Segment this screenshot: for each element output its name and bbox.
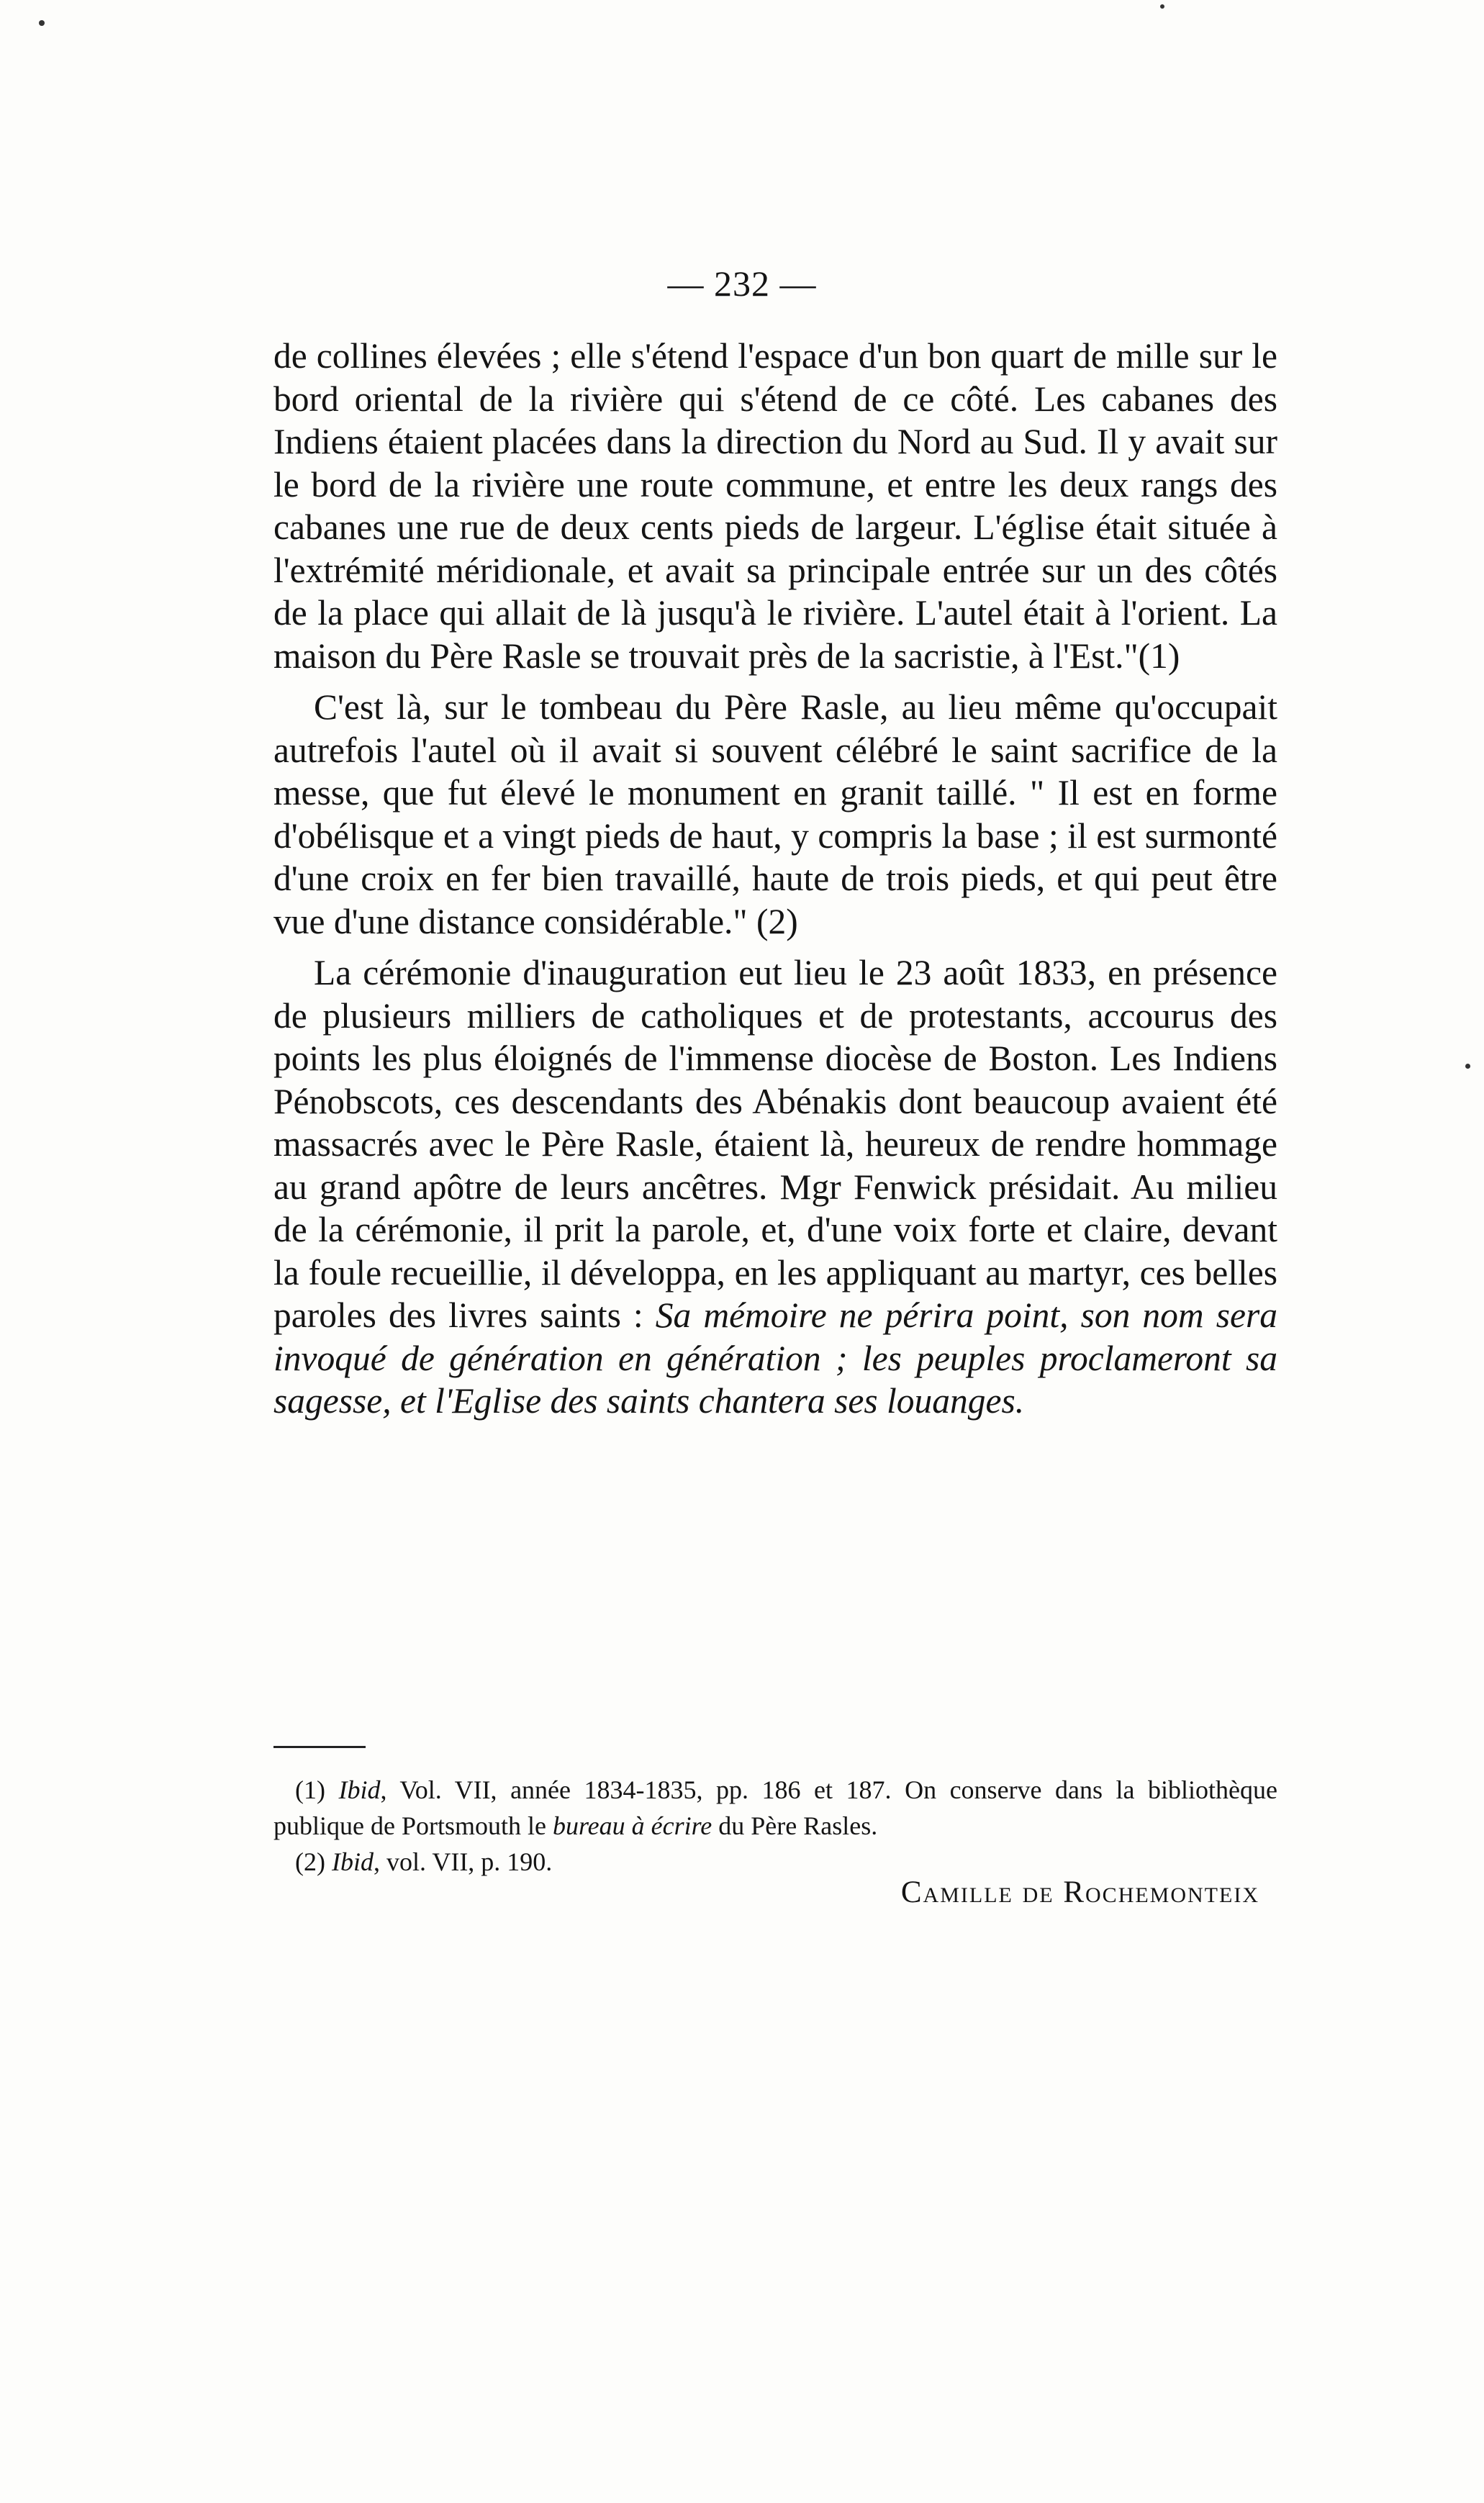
footnote-1-end: du Père Rasles. (712, 1811, 878, 1840)
footnote-1-marker: (1) (295, 1775, 339, 1804)
page-number: — 232 — (667, 263, 817, 304)
paragraph-3-text: La cérémonie d'inauguration eut lieu le 23 août 1833, en présence de plusieurs milliers de catholiques et de protestants, accourus des points les plus éloignés de l'immense diocèse de Boston. Les Indiens Pénobscots, ces descendants des Abénakis dont beaucoup avaient été massacrés avec le Père Rasle, étaient là, heureux de rendre hommage au grand apôtre de leurs ancêtres. Mgr Fenwick présidait. Au milieu de la cérémonie, il prit la parole, et, d'une voix forte et claire, devant la foule recueillie, il développa, en les appliquant au martyr, ces belles paroles des livres saints : (273, 953, 1277, 1335)
paragraph-3-quotation: Sa mémoire ne périra point, son nom sera invoqué de génération en génération ; les peuples proclameront sa sagesse, et l'Eglise des saints chantera ses louanges. (273, 1295, 1277, 1421)
footnote-1-object: bureau à écrire (552, 1811, 712, 1840)
body-text (273, 335, 1277, 1423)
footnote-1-text: , Vol. VII, année 1834-1835, pp. 186 et 187. On conserve dans la bibliothèque publique de Portsmouth le (273, 1775, 1277, 1840)
footnote-2-text: , vol. VII, p. 190. (373, 1847, 553, 1876)
scan-speck (1465, 1064, 1470, 1069)
paragraph-3 (273, 951, 1277, 1423)
scan-speck (1160, 4, 1164, 9)
footnote-1-ibid: Ibid (338, 1775, 381, 1804)
footnote-separator (273, 1746, 366, 1748)
footnote-1 (273, 1772, 1277, 1844)
footnote-2-marker: (2) (295, 1847, 332, 1876)
scan-speck (39, 20, 45, 26)
paragraph-2: C'est là, sur le tombeau du Père Rasle, au lieu même qu'occupait autrefois l'autel où il avait si souvent célébré le saint sacrifice de la messe, que fut élevé le monument en granit taillé. " Il est en forme d'obélisque et a vingt pieds de haut, y compris la base ; il est surmonté d'une croix en fer bien travaillé, haute de trois pieds, et qui peut être vue d'une distance considérable." (2) (273, 687, 1277, 941)
footnotes (273, 1772, 1277, 1880)
paragraph-1: de collines élevées ; elle s'étend l'espace d'un bon quart de mille sur le bord oriental de la rivière qui s'étend de ce côté. Les cabanes des Indiens étaient placées dans la direction du Nord au Sud. Il y avait sur le bord de la rivière une route commune, et entre les deux rangs des cabanes une rue de deux cents pieds de largeur. L'église était située à l'extrémité méridionale, et avait sa principale entrée sur un des côtés de la place qui allait de là jusqu'à le rivière. L'autel était à l'orient. La maison du Père Rasle se trouvait près de la sacristie, à l'Est."(1) (273, 336, 1277, 676)
author-signature: Camille de Rochemonteix (900, 1875, 1259, 1909)
footnote-2-ibid: Ibid (331, 1847, 374, 1876)
